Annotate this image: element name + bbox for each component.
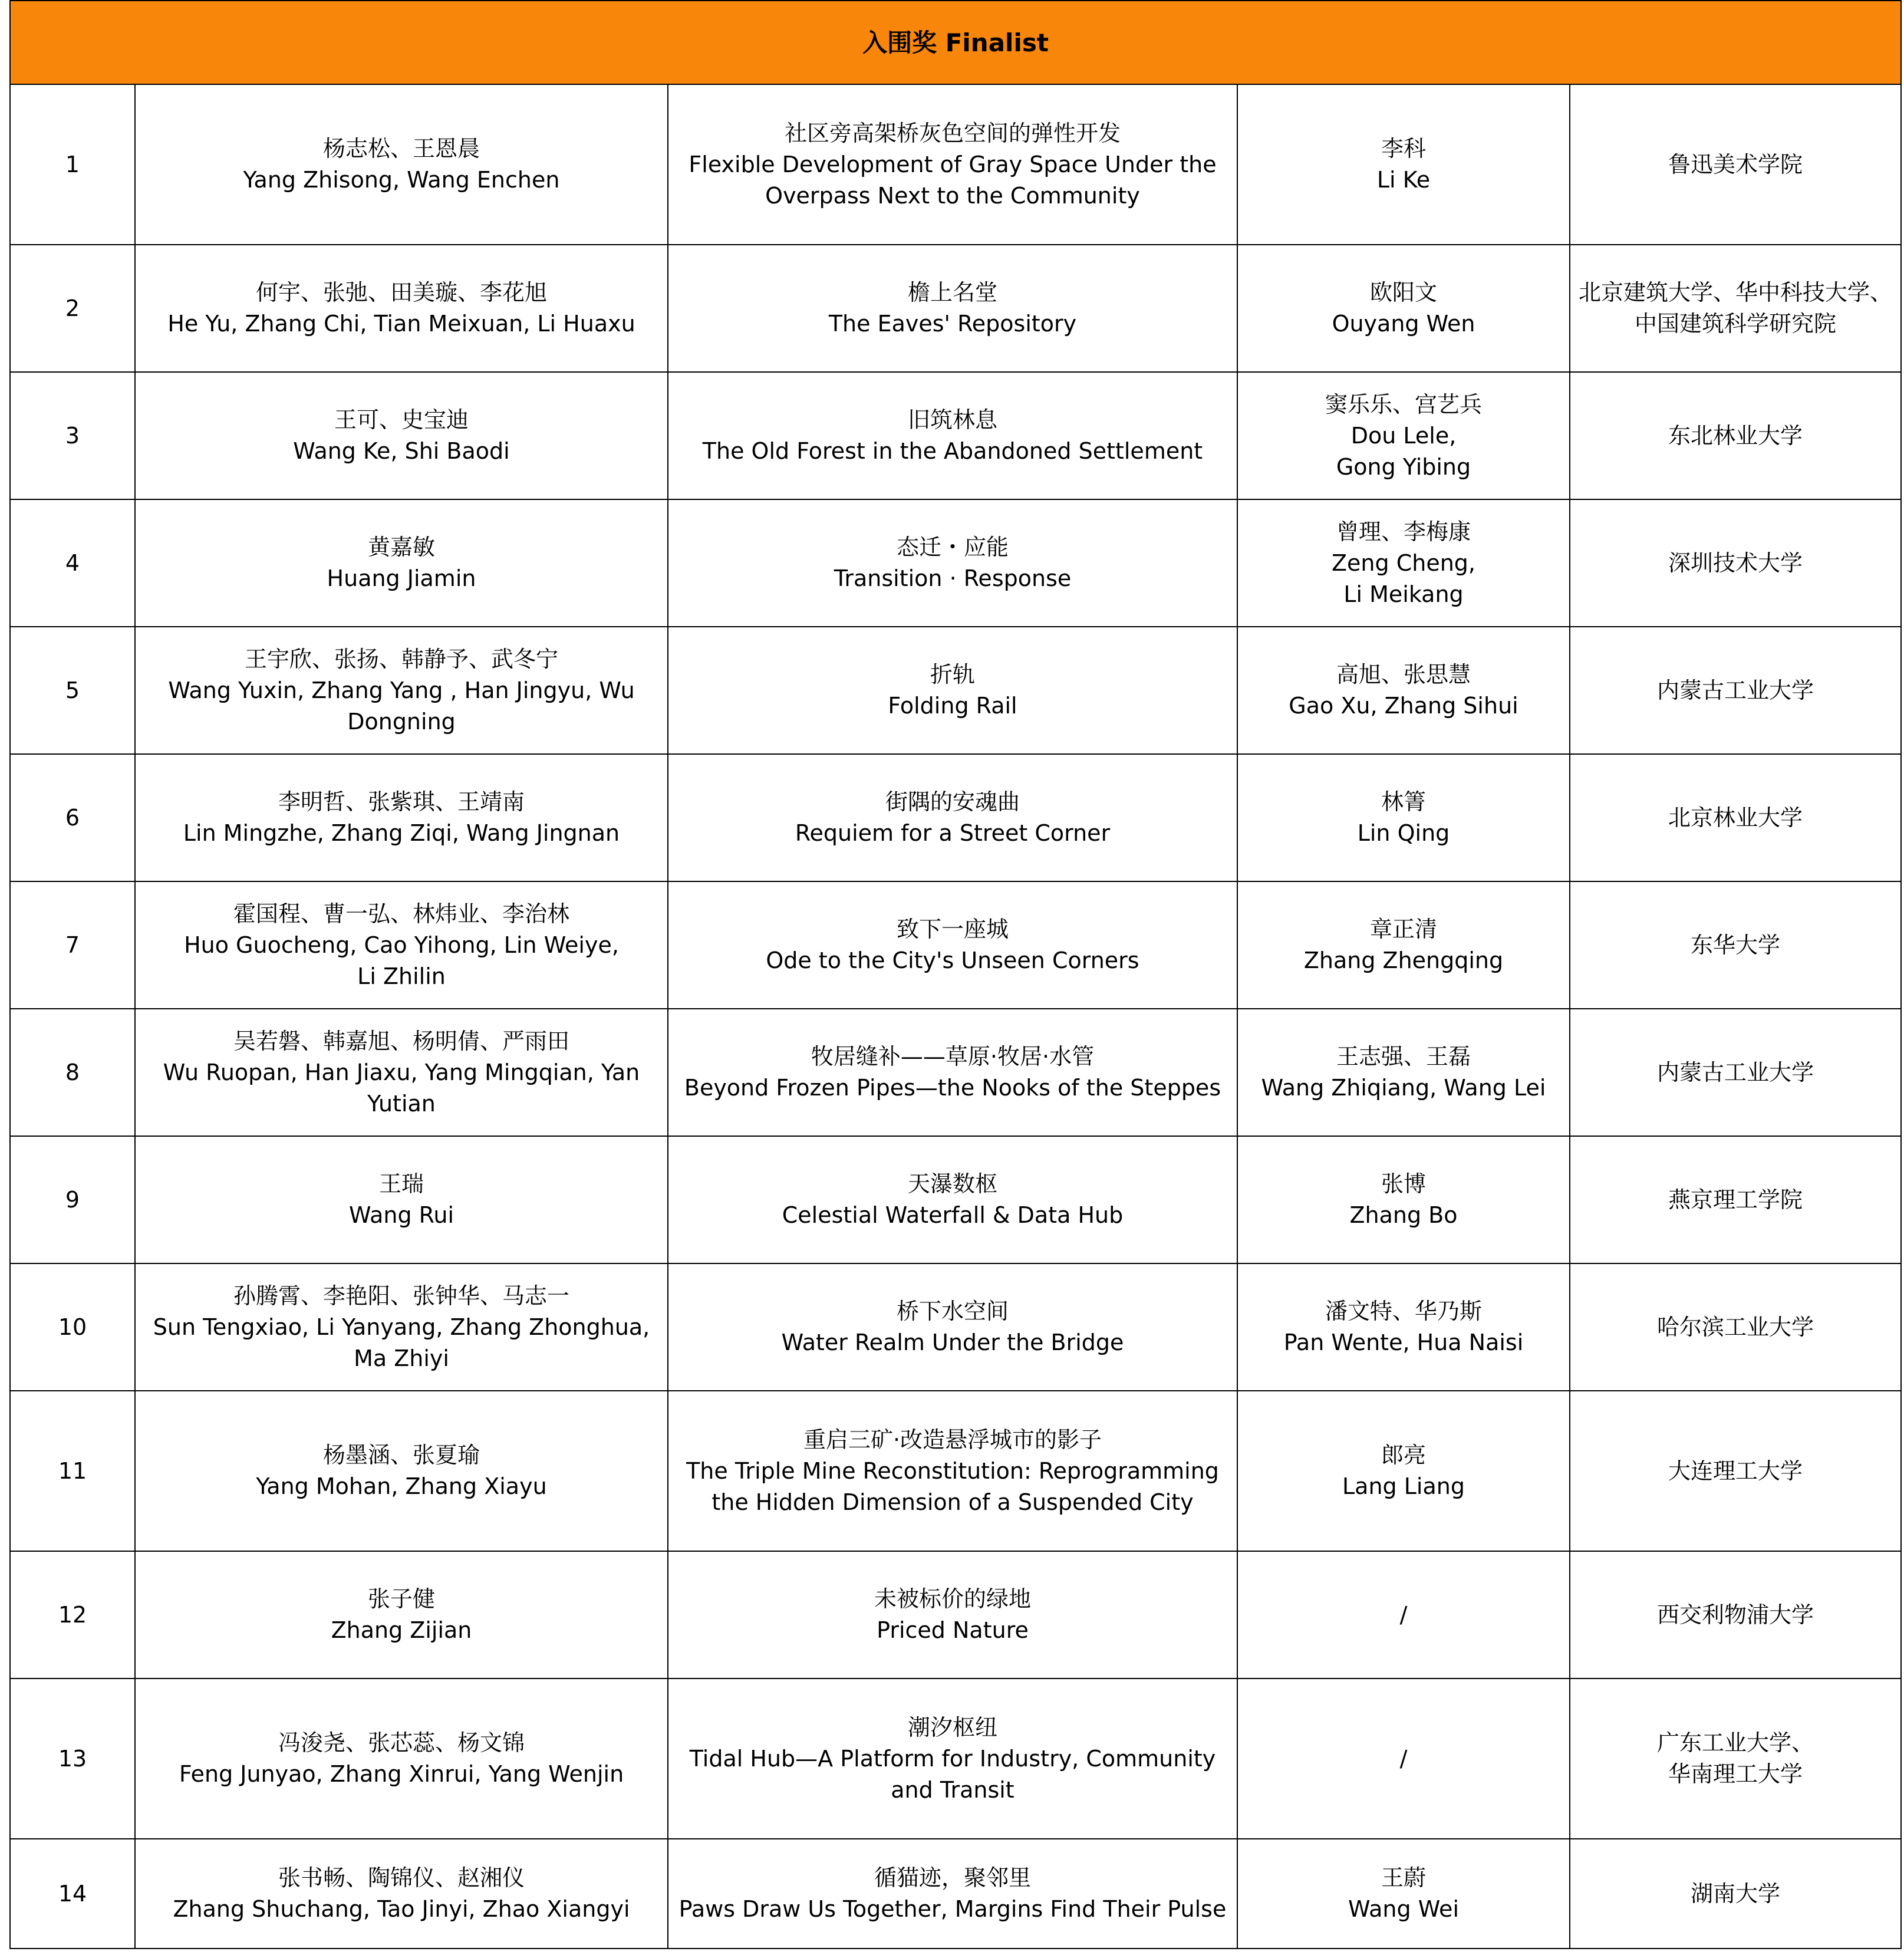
project-cell-line: 潮汐枢纽	[907, 1714, 997, 1740]
authors-cell-line: 冯浚尧、张芯蕊、杨文锦	[278, 1730, 525, 1756]
project-cell-line: the Hidden Dimension of a Suspended City	[711, 1489, 1194, 1515]
tutors-cell-line: Li Meikang	[1343, 581, 1464, 607]
tutors-cell-line: Gao Xu, Zhang Sihui	[1289, 693, 1518, 719]
institution-cell-line: 西交利物浦大学	[1657, 1601, 1814, 1628]
institution-cell	[1570, 1839, 1901, 1949]
entry-number: 10	[10, 1263, 135, 1391]
authors-cell-line: Sun Tengxiao, Li Yanyang, Zhang Zhonghua,	[153, 1314, 650, 1340]
tutors-cell-line: 高旭、张思慧	[1336, 661, 1471, 687]
tutors-cell	[1237, 1009, 1570, 1136]
entry-number: 13	[10, 1678, 135, 1839]
entry-number: 6	[10, 754, 135, 881]
project-cell-line: 态迁・应能	[896, 534, 1009, 560]
table-row	[10, 1263, 1901, 1391]
project-cell	[668, 881, 1237, 1009]
tutors-cell-line: Wang Wei	[1348, 1896, 1459, 1922]
project-cell-line: 街隅的安魂曲	[885, 789, 1020, 815]
entry-number: 8	[10, 1009, 135, 1136]
entry-number: 3	[10, 372, 135, 499]
project-cell	[668, 372, 1237, 499]
tutors-cell-line: Zeng Cheng,	[1332, 549, 1475, 576]
institution-cell	[1570, 1678, 1901, 1839]
authors-cell	[135, 1263, 668, 1391]
tutors-cell-line: /	[1399, 1745, 1408, 1772]
finalist-table-body	[10, 1, 1901, 1949]
table-row	[10, 1009, 1901, 1136]
authors-cell-line: 张子健	[367, 1586, 435, 1612]
title-row	[10, 1, 1901, 84]
authors-cell-line: Feng Junyao, Zhang Xinrui, Yang Wenjin	[179, 1761, 624, 1787]
authors-cell-line: Wang Yuxin, Zhang Yang , Han Jingyu, Wu	[168, 677, 635, 703]
tutors-cell	[1237, 1839, 1570, 1949]
authors-cell-line: Wang Ke, Shi Baodi	[293, 438, 510, 464]
project-cell-line: 社区旁高架桥灰色空间的弹性开发	[784, 120, 1121, 146]
authors-cell-line: 张书畅、陶锦仪、赵湘仪	[278, 1865, 525, 1891]
project-cell	[668, 1136, 1237, 1263]
project-cell-line: 循猫迹，聚邻里	[874, 1865, 1031, 1891]
project-cell-line: The Old Forest in the Abandoned Settlement	[702, 438, 1203, 464]
project-cell	[668, 245, 1237, 372]
institution-cell	[1570, 1136, 1901, 1263]
table-row	[10, 499, 1901, 627]
institution-cell	[1570, 245, 1901, 372]
table-row	[10, 84, 1901, 245]
institution-cell	[1570, 1009, 1901, 1136]
tutors-cell-line: 王志强、王磊	[1336, 1044, 1471, 1069]
institution-cell-line: 北京建筑大学、华中科技大学、	[1579, 279, 1893, 305]
table-row	[10, 627, 1901, 754]
authors-cell-line: 何宇、张弛、田美璇、李花旭	[255, 279, 547, 305]
project-cell-line: Folding Rail	[888, 693, 1017, 719]
project-cell	[668, 499, 1237, 627]
institution-cell-line: 东北林业大学	[1668, 422, 1803, 449]
institution-cell	[1570, 1551, 1901, 1678]
project-cell-line: 未被标价的绿地	[874, 1586, 1031, 1612]
project-cell	[668, 1839, 1237, 1949]
project-cell	[668, 1678, 1237, 1839]
project-cell-line: 重启三矿·改造悬浮城市的影子	[803, 1426, 1102, 1453]
table-row	[10, 1136, 1901, 1263]
tutors-cell-line: Ouyang Wen	[1332, 311, 1475, 337]
tutors-cell-line: 欧阳文	[1369, 279, 1437, 305]
authors-cell	[135, 1678, 668, 1839]
authors-cell-line: Zhang Zijian	[331, 1617, 472, 1643]
project-cell-line: Transition · Response	[834, 565, 1072, 591]
authors-cell-line: Dongning	[347, 708, 456, 735]
tutors-cell-line: Dou Lele,	[1350, 422, 1457, 449]
institution-cell-line: 北京林业大学	[1668, 804, 1803, 831]
tutors-cell-line: 张博	[1381, 1171, 1426, 1197]
tutors-cell	[1237, 499, 1570, 627]
tutors-cell	[1237, 627, 1570, 754]
authors-cell-line: 黄嘉敏	[367, 534, 435, 560]
institution-cell	[1570, 1391, 1901, 1551]
tutors-cell	[1237, 1391, 1570, 1551]
project-cell-line: Beyond Frozen Pipes—the Nooks of the Steppes	[684, 1075, 1221, 1101]
authors-cell-line: Yang Zhisong, Wang Enchen	[243, 167, 560, 193]
project-cell-line: 天瀑数枢	[907, 1171, 997, 1197]
institution-cell	[1570, 499, 1901, 627]
institution-cell	[1570, 1263, 1901, 1391]
project-cell-line: Celestial Waterfall & Data Hub	[782, 1202, 1124, 1228]
tutors-cell-line: Gong Yibing	[1336, 453, 1471, 480]
authors-cell-line: 王瑞	[378, 1171, 424, 1197]
tutors-cell	[1237, 754, 1570, 881]
tutors-cell-line: 王蔚	[1381, 1865, 1426, 1891]
authors-cell-line: 王宇欣、张扬、韩静予、武冬宁	[244, 646, 558, 672]
institution-cell-line: 东华大学	[1691, 932, 1781, 958]
project-cell	[668, 1391, 1237, 1551]
entry-number: 9	[10, 1136, 135, 1263]
authors-cell-line: 吴若磐、韩嘉旭、杨明倩、严雨田	[233, 1028, 569, 1054]
project-cell-line: 桥下水空间	[896, 1298, 1009, 1324]
table-title: 入围奖 Finalist	[10, 1, 1901, 84]
institution-cell-line: 中国建筑科学研究院	[1635, 311, 1837, 337]
project-cell	[668, 1551, 1237, 1678]
project-cell-line: Flexible Development of Gray Space Under the	[689, 151, 1217, 177]
table-row	[10, 1839, 1901, 1949]
project-cell-line: and Transit	[891, 1776, 1014, 1803]
authors-cell-line: 杨墨涵、张夏瑜	[322, 1442, 480, 1468]
table-row	[10, 1678, 1901, 1839]
table-row	[10, 372, 1901, 499]
entry-number: 5	[10, 627, 135, 754]
institution-cell-line: 内蒙古工业大学	[1657, 677, 1814, 703]
tutors-cell	[1237, 1136, 1570, 1263]
project-cell-line: 旧筑林息	[907, 407, 997, 433]
entry-number: 7	[10, 881, 135, 1009]
entry-number: 4	[10, 499, 135, 627]
institution-cell-line: 哈尔滨工业大学	[1657, 1314, 1814, 1340]
tutors-cell-line: 曾理、李梅康	[1336, 518, 1471, 545]
authors-cell-line: Lin Mingzhe, Zhang Ziqi, Wang Jingnan	[183, 820, 620, 846]
tutors-cell-line: Zhang Zhengqing	[1303, 947, 1504, 973]
tutors-cell	[1237, 881, 1570, 1009]
authors-cell	[135, 1839, 668, 1949]
entry-number: 12	[10, 1551, 135, 1678]
tutors-cell-line: /	[1399, 1601, 1408, 1628]
tutors-cell	[1237, 1263, 1570, 1391]
institution-cell	[1570, 372, 1901, 499]
authors-cell	[135, 754, 668, 881]
authors-cell-line: Huo Guocheng, Cao Yihong, Lin Weiye,	[184, 932, 619, 958]
institution-cell	[1570, 84, 1901, 245]
authors-cell-line: Yutian	[367, 1090, 436, 1117]
project-cell-line: The Eaves' Repository	[828, 311, 1077, 337]
tutors-cell-line: Lin Qing	[1357, 820, 1450, 846]
authors-cell-line: 霍国程、曹一弘、林炜业、李治林	[233, 900, 569, 927]
table-row	[10, 1391, 1901, 1551]
institution-cell-line: 燕京理工学院	[1668, 1186, 1803, 1213]
authors-cell	[135, 1136, 668, 1263]
tutors-cell-line: 郎亮	[1381, 1442, 1426, 1468]
institution-cell-line: 广东工业大学、	[1657, 1730, 1814, 1756]
project-cell-line: Priced Nature	[877, 1617, 1029, 1643]
table-row	[10, 1551, 1901, 1678]
authors-cell	[135, 245, 668, 372]
institution-cell-line: 湖南大学	[1691, 1880, 1781, 1907]
authors-cell-line: 李明哲、张紫琪、王靖南	[278, 789, 525, 815]
authors-cell	[135, 1551, 668, 1678]
finalist-table	[9, 0, 1902, 1949]
tutors-cell	[1237, 245, 1570, 372]
tutors-cell-line: Wang Zhiqiang, Wang Lei	[1261, 1075, 1546, 1101]
authors-cell-line: Ma Zhiyi	[354, 1345, 449, 1371]
project-cell-line: The Triple Mine Reconstitution: Reprogramming	[686, 1457, 1219, 1484]
project-cell-line: Overpass Next to the Community	[765, 182, 1140, 209]
authors-cell	[135, 1391, 668, 1551]
institution-cell-line: 华南理工大学	[1668, 1761, 1803, 1787]
authors-cell	[135, 1009, 668, 1136]
project-cell-line: Requiem for a Street Corner	[795, 820, 1111, 846]
project-cell-line: 折轨	[930, 661, 975, 687]
project-cell	[668, 84, 1237, 245]
tutors-cell-line: 窦乐乐、宫艺兵	[1325, 391, 1482, 417]
institution-cell-line: 大连理工大学	[1668, 1457, 1803, 1484]
entry-number: 14	[10, 1839, 135, 1949]
project-cell	[668, 627, 1237, 754]
authors-cell-line: 王可、史宝迪	[334, 407, 469, 433]
authors-cell-line: He Yu, Zhang Chi, Tian Meixuan, Li Huaxu	[167, 311, 635, 337]
authors-cell-line: Huang Jiamin	[327, 565, 476, 591]
project-cell-line: Water Realm Under the Bridge	[781, 1329, 1124, 1355]
table-row	[10, 245, 1901, 372]
project-cell-line: Ode to the City's Unseen Corners	[766, 947, 1139, 973]
authors-cell-line: Zhang Shuchang, Tao Jinyi, Zhao Xiangyi	[173, 1896, 630, 1922]
table-row	[10, 881, 1901, 1009]
tutors-cell-line: Zhang Bo	[1349, 1202, 1458, 1228]
tutors-cell-line: 章正清	[1369, 916, 1437, 942]
tutors-cell-line: 潘文特、华乃斯	[1325, 1298, 1482, 1324]
institution-cell-line: 鲁迅美术学院	[1668, 151, 1803, 177]
authors-cell-line: Li Zhilin	[357, 963, 446, 989]
authors-cell-line: 孙腾霄、李艳阳、张钟华、马志一	[233, 1282, 569, 1309]
authors-cell	[135, 499, 668, 627]
project-cell	[668, 1263, 1237, 1391]
institution-cell-line: 深圳技术大学	[1668, 549, 1803, 576]
authors-cell-line: Wang Rui	[348, 1202, 454, 1228]
authors-cell-line: Yang Mohan, Zhang Xiayu	[256, 1473, 547, 1499]
entry-number: 2	[10, 245, 135, 372]
authors-cell-line: Wu Ruopan, Han Jiaxu, Yang Mingqian, Yan	[163, 1059, 640, 1085]
institution-cell-line: 内蒙古工业大学	[1657, 1059, 1814, 1085]
institution-cell	[1570, 881, 1901, 1009]
entry-number: 11	[10, 1391, 135, 1551]
authors-cell-line: 杨志松、王恩晨	[322, 136, 480, 162]
table-row	[10, 754, 1901, 881]
tutors-cell	[1237, 1551, 1570, 1678]
project-cell-line: 牧居缝补——草原·牧居·水管	[811, 1044, 1095, 1069]
tutors-cell	[1237, 84, 1570, 245]
tutors-cell	[1237, 372, 1570, 499]
tutors-cell-line: 李科	[1381, 136, 1426, 162]
tutors-cell-line: 林箐	[1381, 789, 1426, 815]
tutors-cell-line: Pan Wente, Hua Naisi	[1283, 1329, 1524, 1355]
project-cell	[668, 1009, 1237, 1136]
institution-cell	[1570, 754, 1901, 881]
authors-cell	[135, 84, 668, 245]
authors-cell	[135, 372, 668, 499]
project-cell-line: Tidal Hub—A Platform for Industry, Community	[689, 1745, 1216, 1772]
tutors-cell	[1237, 1678, 1570, 1839]
authors-cell	[135, 881, 668, 1009]
institution-cell	[1570, 627, 1901, 754]
tutors-cell-line: Lang Liang	[1342, 1473, 1465, 1499]
entry-number: 1	[10, 84, 135, 245]
project-cell	[668, 754, 1237, 881]
project-cell-line: 致下一座城	[896, 916, 1009, 942]
project-cell-line: Paws Draw Us Together, Margins Find Their Pulse	[678, 1896, 1227, 1922]
authors-cell	[135, 627, 668, 754]
tutors-cell-line: Li Ke	[1376, 167, 1431, 193]
project-cell-line: 檐上名堂	[907, 279, 997, 305]
